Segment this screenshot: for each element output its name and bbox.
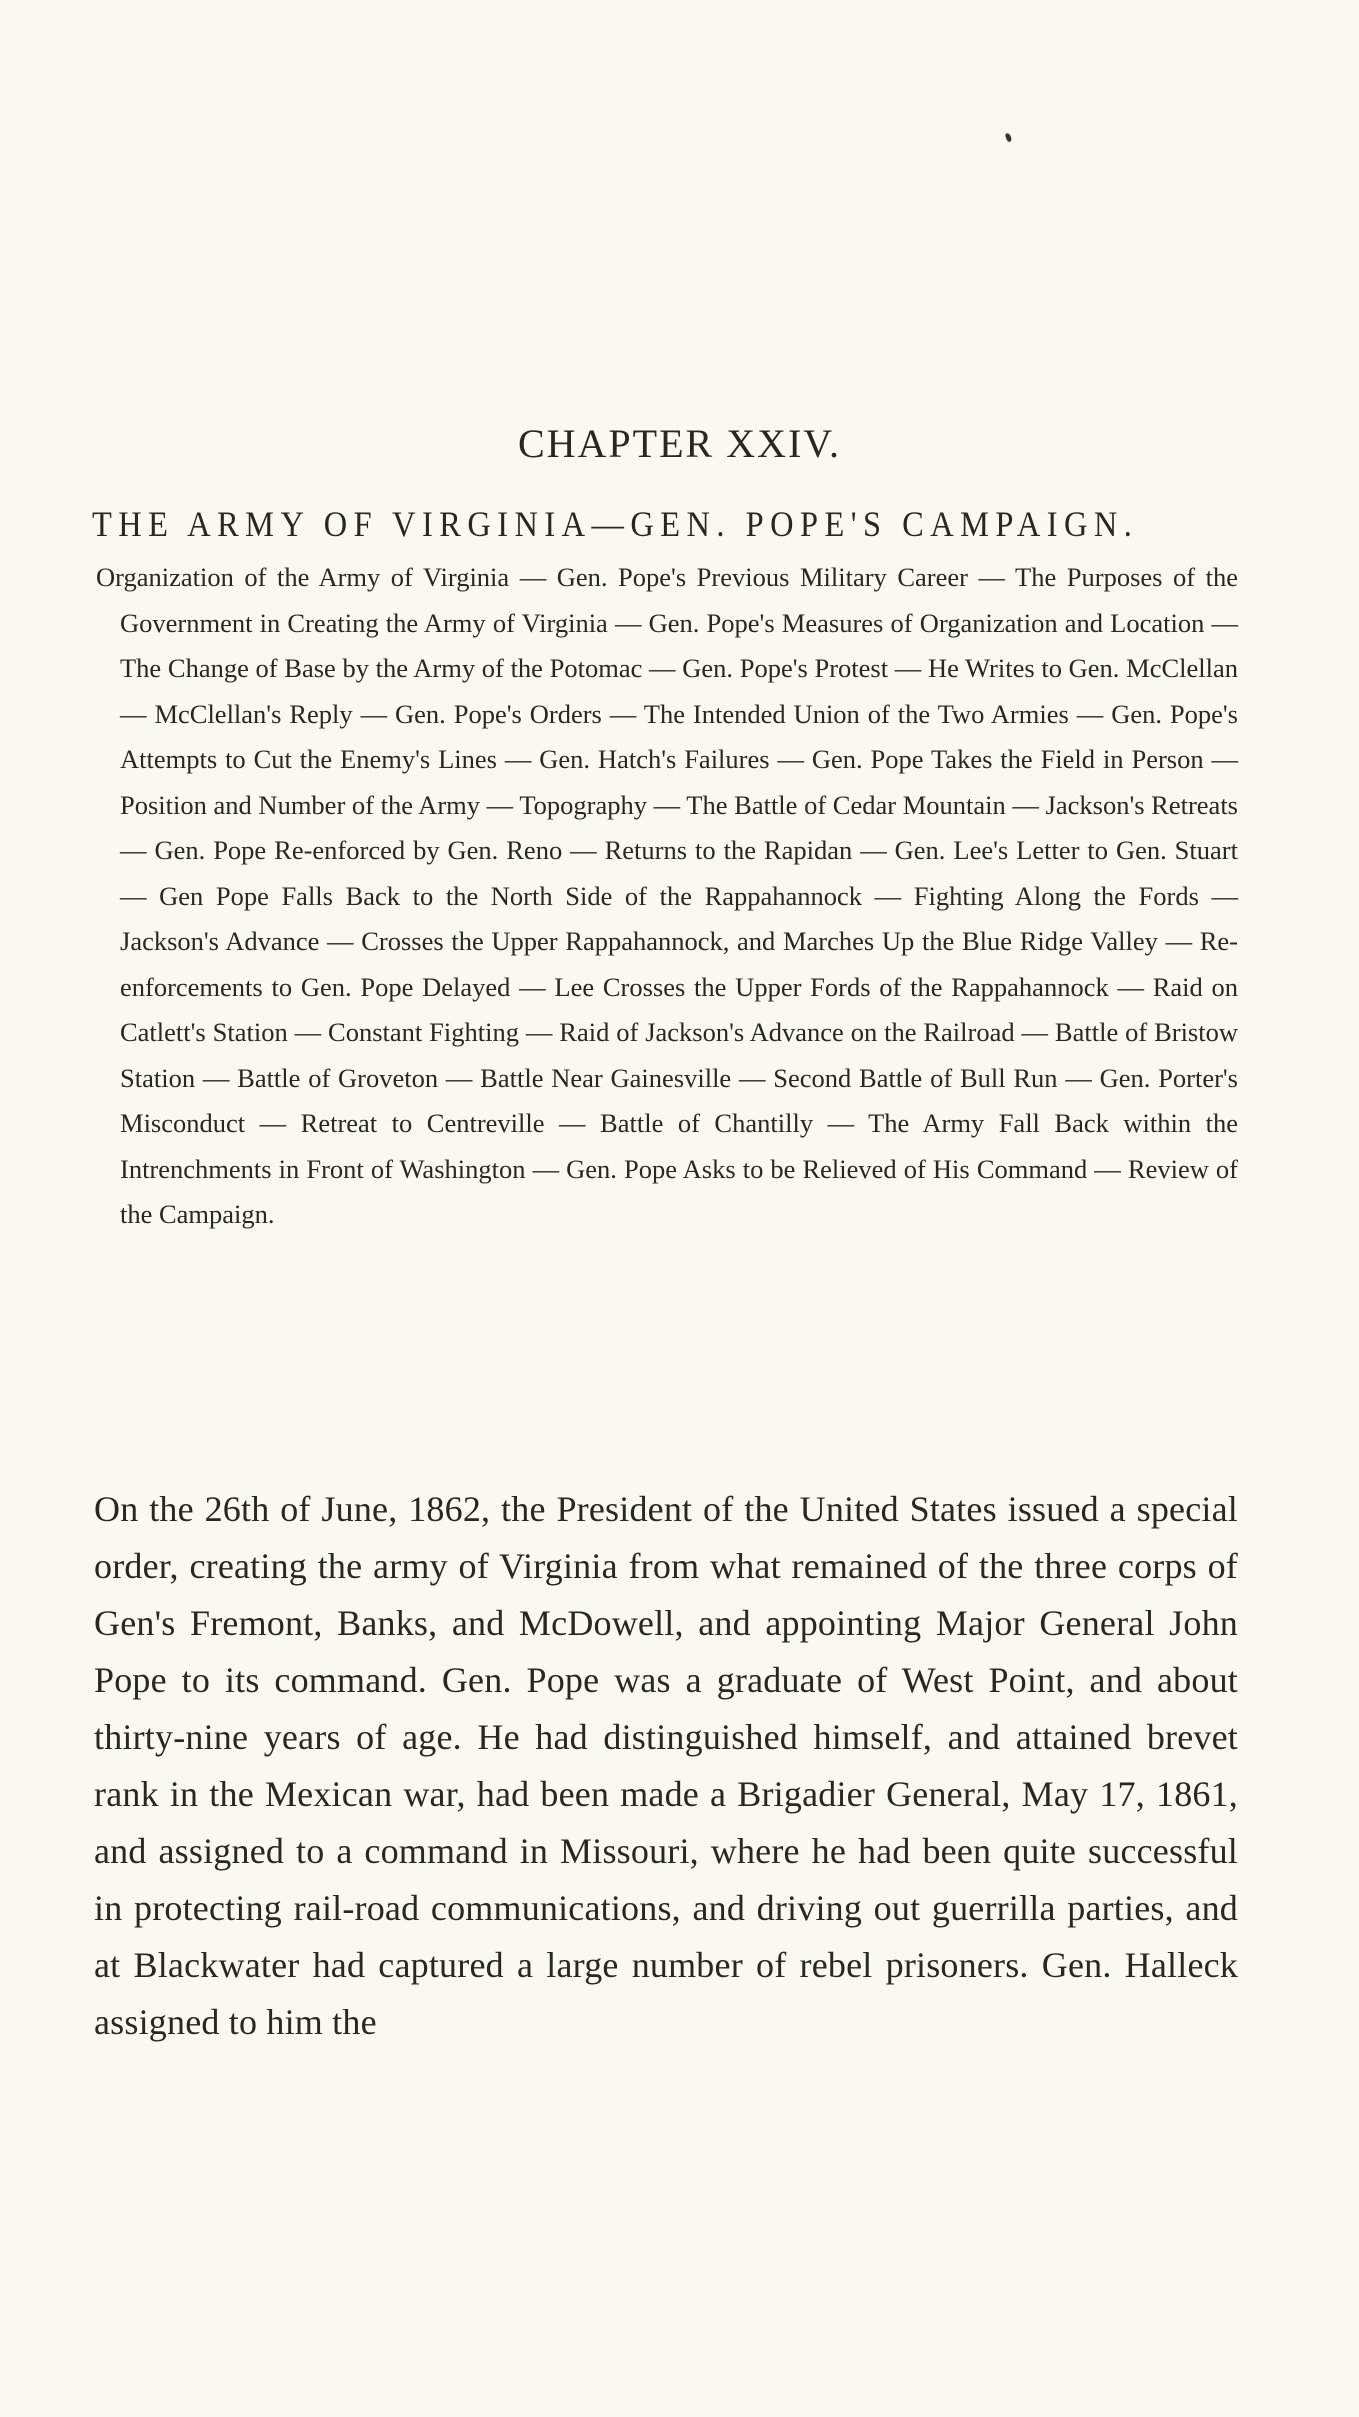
ink-speck xyxy=(1005,132,1013,142)
body-paragraph: On the 26th of June, 1862, the President of the United States issued a special order, creating the army of Virginia from what remained of the three corps of Gen's Fremont, Banks, and McDowell, and appointing Major General John Pope to its command. Gen. Pope was a graduate of West Point, and about thirty-nine years of age. He had distinguished himself, and attained brevet rank in the Mexican war, had been made a Brigadier General, May 17, 1861, and assigned to a command in Missouri, where he had been quite successful in protecting rail-road communications, and driving out guerrilla parties, and at Blackwater had captured a large number of rebel prisoners. Gen. Halleck assigned to him the xyxy=(94,1489,1238,2042)
chapter-summary: Organization of the Army of Virginia — Gen. Pope's Previous Military Career — The Purposes of the Government in Creating the Army of Virginia — Gen. Pope's Measures of Organization and Location — The Change of Base by the Army of the Potomac — Gen. Pope's Protest — He Writes to Gen. McClellan — McClellan's Reply — Gen. Pope's Orders — The Intended Union of the Two Armies — Gen. Pope's Attempts to Cut the Enemy's Lines — Gen. Hatch's Failures — Gen. Pope Takes the Field in Person — Position and Number of the Army — Topography — The Battle of Cedar Mountain — Jackson's Retreats — Gen. Pope Re-enforced by Gen. Reno — Returns to the Rapidan — Gen. Lee's Letter to Gen. Stuart — Gen Pope Falls Back to the North Side of the Rappahannock — Fighting Along the Fords — Jackson's Advance — Crosses the Upper Rappahannock, and Marches Up the Blue Ridge Valley — Re-enforcements to Gen. Pope Delayed — Lee Crosses the Upper Fords of the Rappahannock — Raid on Catlett's Station — Constant Fighting — Raid of Jackson's Advance on the Railroad — Battle of Bristow Station — Battle of Groveton — Battle Near Gainesville — Second Battle of Bull Run — Gen. Porter's Misconduct — Retreat to Centreville — Battle of Chantilly — The Army Fall Back within the Intrenchments in Front of Washington — Gen. Pope Asks to be Relieved of His Command — Review of the Campaign. xyxy=(96,562,1238,1229)
chapter-title: THE ARMY OF VIRGINIA—GEN. POPE'S CAMPAIGN. xyxy=(92,504,1139,544)
chapter-number: CHAPTER XXIV. xyxy=(517,421,842,466)
